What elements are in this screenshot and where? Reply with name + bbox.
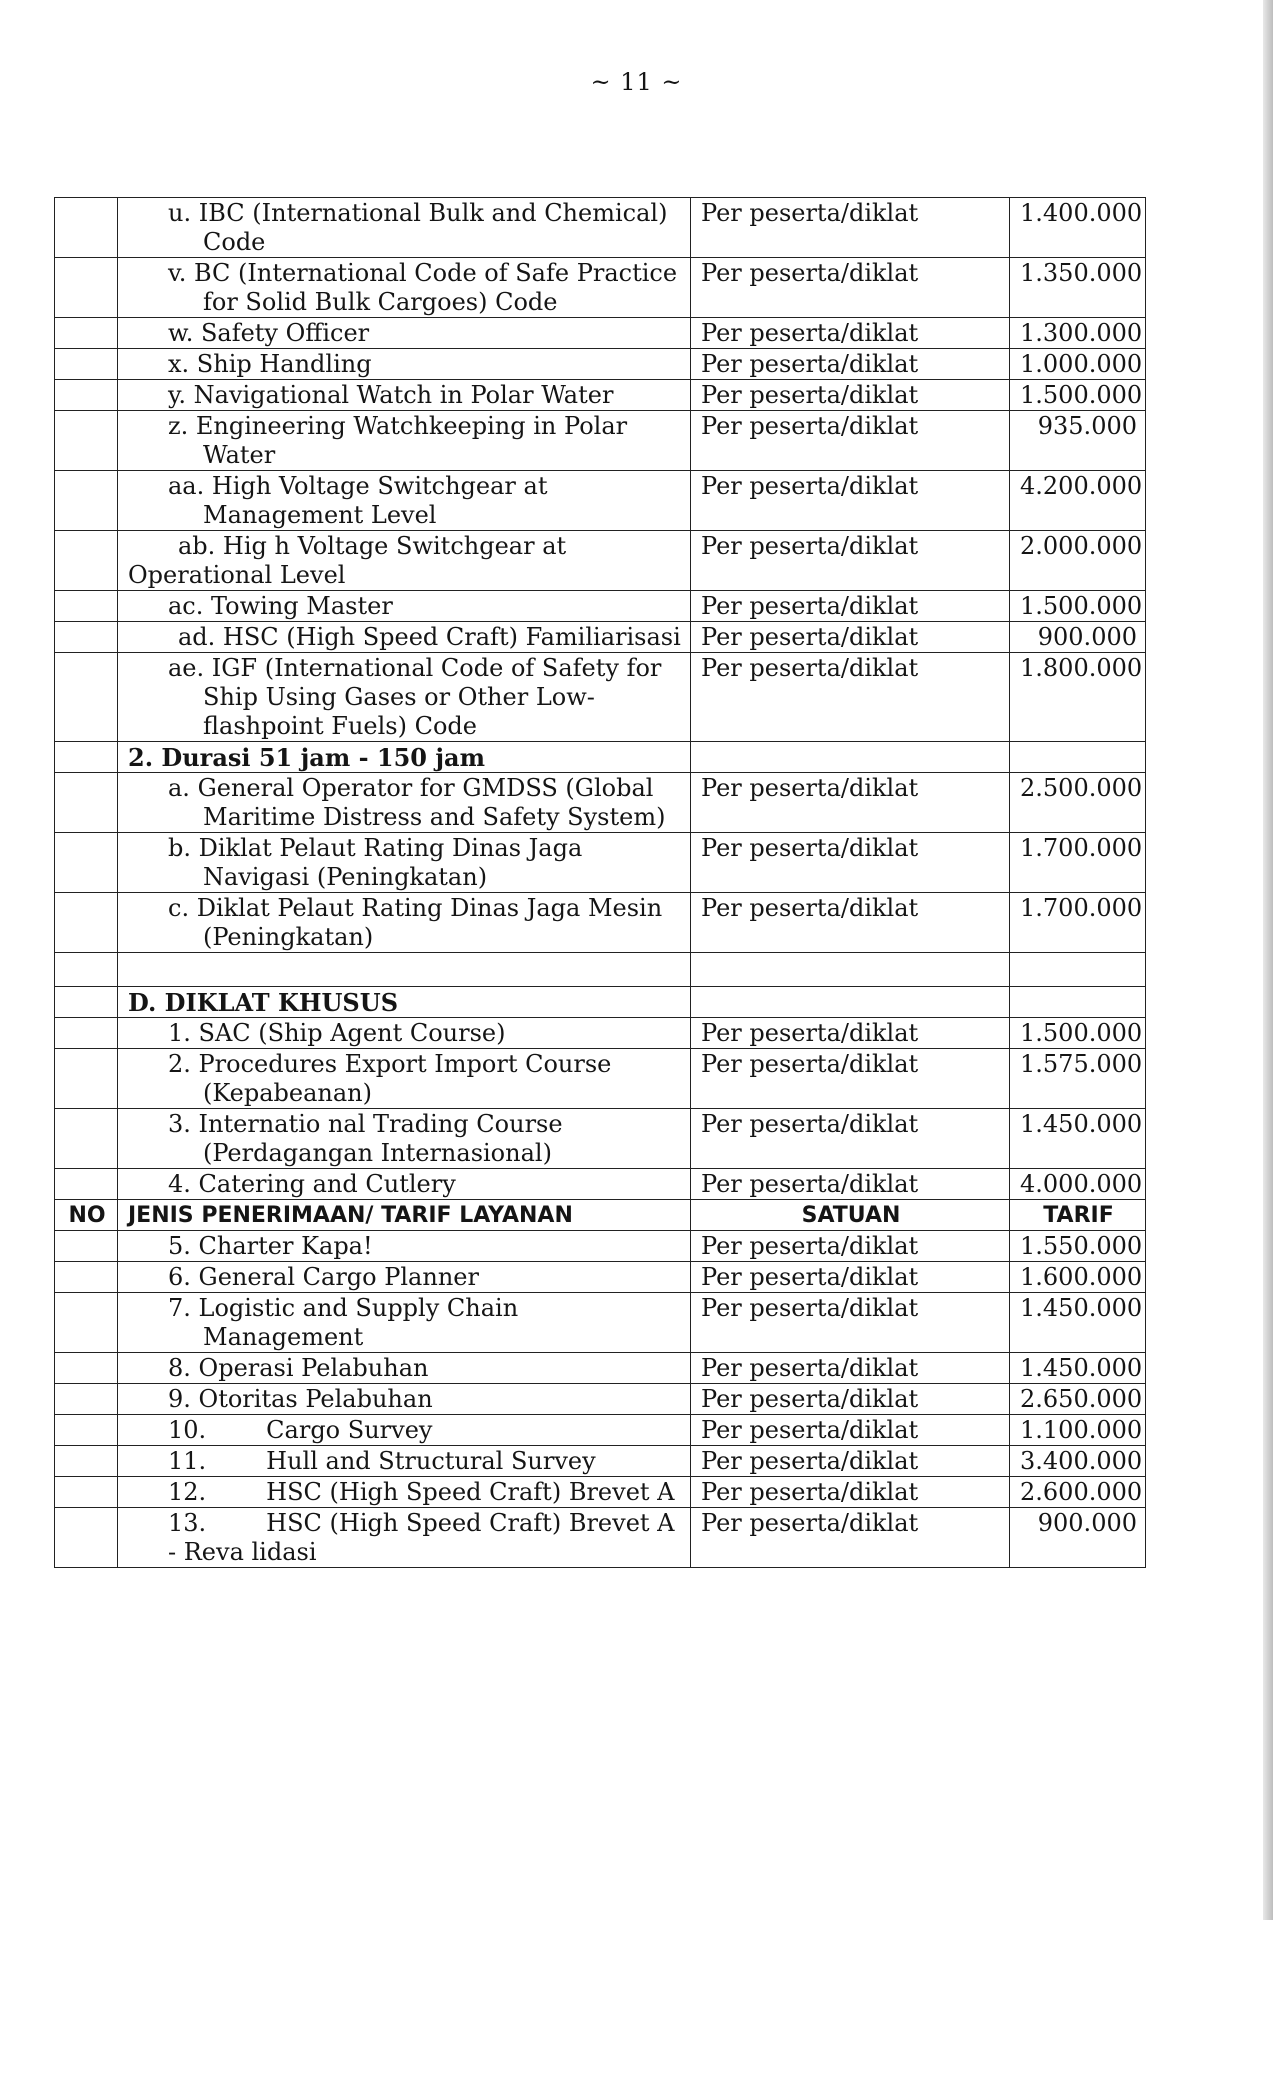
table-row	[55, 1049, 1146, 1109]
satuan-cell	[691, 742, 1010, 773]
section-row	[55, 987, 1146, 1018]
item-number: 12.	[168, 1478, 207, 1506]
no-cell	[55, 471, 118, 531]
jenis-cell	[118, 1446, 691, 1477]
table-row	[55, 773, 1146, 833]
jenis-cell	[118, 1415, 691, 1446]
jenis-cell	[118, 653, 691, 742]
jenis-cell	[118, 1477, 691, 1508]
item-text: c. Diklat Pelaut Rating Dinas Jaga Mesin (Peningkatan)	[168, 894, 663, 951]
item-number: 10.	[168, 1416, 207, 1444]
table-row	[55, 1169, 1146, 1200]
no-cell	[55, 1109, 118, 1169]
no-cell	[55, 411, 118, 471]
jenis-cell	[118, 198, 691, 258]
jenis-cell	[118, 1353, 691, 1384]
no-cell	[55, 742, 118, 773]
tarif-cell	[1010, 953, 1146, 987]
jenis-cell	[118, 893, 691, 953]
tarif-cell: 1.550.000	[1010, 1231, 1146, 1262]
item-text: b. Diklat Pelaut Rating Dinas Jaga Navigasi (Peningkatan)	[168, 834, 583, 891]
no-cell	[55, 1169, 118, 1200]
no-cell	[55, 622, 118, 653]
satuan-cell: Per peserta/diklat	[691, 318, 1010, 349]
table-row	[55, 1262, 1146, 1293]
header-no: NO	[55, 1200, 118, 1231]
jenis-cell	[118, 349, 691, 380]
no-cell	[55, 531, 118, 591]
table-row	[55, 1508, 1146, 1568]
tarif-cell: 1.575.000	[1010, 1049, 1146, 1109]
jenis-cell	[118, 1169, 691, 1200]
satuan-cell: Per peserta/diklat	[691, 591, 1010, 622]
table-row	[55, 531, 1146, 591]
no-cell	[55, 1446, 118, 1477]
tarif-cell: 900.000	[1010, 622, 1146, 653]
item-text: w. Safety Officer	[168, 319, 370, 347]
no-cell	[55, 1262, 118, 1293]
satuan-cell: Per peserta/diklat	[691, 1477, 1010, 1508]
table-row	[55, 198, 1146, 258]
tarif-cell: 1.100.000	[1010, 1415, 1146, 1446]
table-row	[55, 1415, 1146, 1446]
satuan-cell	[691, 953, 1010, 987]
no-cell	[55, 1293, 118, 1353]
item-text: HSC (High Speed Craft) Brevet A	[266, 1478, 675, 1506]
item-text: u. IBC (International Bulk and Chemical) Code	[168, 199, 668, 256]
tarif-cell: 1.450.000	[1010, 1293, 1146, 1353]
table-row	[55, 1446, 1146, 1477]
no-cell	[55, 953, 118, 987]
no-cell	[55, 591, 118, 622]
jenis-cell	[118, 1384, 691, 1415]
no-cell	[55, 653, 118, 742]
item-text: ab. Hig h Voltage Switchgear at Operational Level	[128, 532, 567, 589]
section-row	[55, 742, 1146, 773]
jenis-cell	[118, 953, 691, 987]
no-cell	[55, 1477, 118, 1508]
jenis-cell	[118, 1109, 691, 1169]
jenis-cell	[118, 1262, 691, 1293]
tarif-cell: 935.000	[1010, 411, 1146, 471]
table-row	[55, 1109, 1146, 1169]
no-cell	[55, 773, 118, 833]
item-text: x. Ship Handling	[168, 350, 372, 378]
item-text: 2. Procedures Export Import Course (Kepabeanan)	[168, 1050, 612, 1107]
no-cell	[55, 1018, 118, 1049]
jenis-cell	[118, 471, 691, 531]
tarif-cell: 1.700.000	[1010, 833, 1146, 893]
item-text: 4. Catering and Cutlery	[168, 1170, 456, 1198]
satuan-cell: Per peserta/diklat	[691, 773, 1010, 833]
table-row	[55, 622, 1146, 653]
item-text: HSC (High Speed Craft) Brevet A - Reva lidasi	[168, 1509, 675, 1566]
jenis-cell	[118, 833, 691, 893]
satuan-cell: Per peserta/diklat	[691, 1109, 1010, 1169]
tarif-cell: 1.450.000	[1010, 1353, 1146, 1384]
item-text: 6. General Cargo Planner	[168, 1263, 479, 1291]
jenis-cell	[118, 411, 691, 471]
item-text: 1. SAC (Ship Agent Course)	[168, 1019, 506, 1047]
header-satuan: SATUAN	[691, 1200, 1010, 1231]
table-row	[55, 653, 1146, 742]
item-text: aa. High Voltage Switchgear at Management Level	[168, 472, 548, 529]
jenis-cell	[118, 1293, 691, 1353]
jenis-cell	[118, 531, 691, 591]
tarif-cell: 1.400.000	[1010, 198, 1146, 258]
item-text: 3. Internatio nal Trading Course (Perdagangan Internasional)	[168, 1110, 563, 1167]
tarif-cell: 1.800.000	[1010, 653, 1146, 742]
page-number: ~ 11 ~	[590, 68, 683, 96]
satuan-cell: Per peserta/diklat	[691, 198, 1010, 258]
satuan-cell: Per peserta/diklat	[691, 1415, 1010, 1446]
no-cell	[55, 1353, 118, 1384]
no-cell	[55, 1415, 118, 1446]
tarif-cell: 3.400.000	[1010, 1446, 1146, 1477]
satuan-cell: Per peserta/diklat	[691, 1353, 1010, 1384]
tarif-cell: 1.500.000	[1010, 1018, 1146, 1049]
satuan-cell: Per peserta/diklat	[691, 1018, 1010, 1049]
header-jenis: JENIS PENERIMAAN/ TARIF LAYANAN	[118, 1200, 691, 1231]
table-body	[55, 198, 1146, 1568]
no-cell	[55, 318, 118, 349]
tarif-cell	[1010, 742, 1146, 773]
satuan-cell: Per peserta/diklat	[691, 1262, 1010, 1293]
no-cell	[55, 1508, 118, 1568]
item-text: 7. Logistic and Supply Chain Management	[168, 1294, 519, 1351]
tarif-cell: 1.500.000	[1010, 591, 1146, 622]
table-row	[55, 1231, 1146, 1262]
item-text: Hull and Structural Survey	[266, 1447, 596, 1475]
jenis-cell	[118, 258, 691, 318]
jenis-cell	[118, 591, 691, 622]
table-row	[55, 893, 1146, 953]
satuan-cell: Per peserta/diklat	[691, 1169, 1010, 1200]
satuan-cell: Per peserta/diklat	[691, 411, 1010, 471]
no-cell	[55, 198, 118, 258]
empty-row	[55, 953, 1146, 987]
table-row	[55, 1293, 1146, 1353]
satuan-cell: Per peserta/diklat	[691, 833, 1010, 893]
satuan-cell: Per peserta/diklat	[691, 1231, 1010, 1262]
satuan-cell: Per peserta/diklat	[691, 622, 1010, 653]
tarif-cell: 1.300.000	[1010, 318, 1146, 349]
satuan-cell: Per peserta/diklat	[691, 1293, 1010, 1353]
tarif-cell: 1.600.000	[1010, 1262, 1146, 1293]
satuan-cell: Per peserta/diklat	[691, 258, 1010, 318]
item-text: ae. IGF (International Code of Safety for Ship Using Gases or Other Low-flashpoint Fuels) Code	[168, 654, 662, 740]
no-cell	[55, 1384, 118, 1415]
tarif-cell: 1.700.000	[1010, 893, 1146, 953]
jenis-cell	[118, 1018, 691, 1049]
jenis-cell	[118, 622, 691, 653]
item-text: Cargo Survey	[266, 1416, 433, 1444]
tarif-cell: 4.000.000	[1010, 1169, 1146, 1200]
item-text: 5. Charter Kapa!	[168, 1232, 373, 1260]
item-text: 9. Otoritas Pelabuhan	[168, 1385, 433, 1413]
no-cell	[55, 258, 118, 318]
tarif-cell: 2.000.000	[1010, 531, 1146, 591]
satuan-cell: Per peserta/diklat	[691, 1446, 1010, 1477]
table-row	[55, 591, 1146, 622]
item-text: 8. Operasi Pelabuhan	[168, 1354, 429, 1382]
item-text: ad. HSC (High Speed Craft) Familiarisasi	[178, 623, 681, 651]
page-edge-shadow	[1263, 0, 1273, 1920]
jenis-cell	[118, 1508, 691, 1568]
no-cell	[55, 893, 118, 953]
table-row	[55, 258, 1146, 318]
item-text: z. Engineering Watchkeeping in Polar Water	[168, 412, 628, 469]
table-row	[55, 1353, 1146, 1384]
jenis-cell	[118, 318, 691, 349]
tarif-cell	[1010, 987, 1146, 1018]
tarif-cell: 1.500.000	[1010, 380, 1146, 411]
tarif-cell: 2.600.000	[1010, 1477, 1146, 1508]
satuan-cell	[691, 987, 1010, 1018]
jenis-cell	[118, 1231, 691, 1262]
table-header-row	[55, 1200, 1146, 1231]
satuan-cell: Per peserta/diklat	[691, 471, 1010, 531]
satuan-cell: Per peserta/diklat	[691, 1384, 1010, 1415]
tarif-cell: 1.350.000	[1010, 258, 1146, 318]
satuan-cell: Per peserta/diklat	[691, 1049, 1010, 1109]
jenis-cell	[118, 380, 691, 411]
durasi-heading: 2. Durasi 51 jam - 150 jam	[118, 742, 691, 773]
tarif-cell: 2.650.000	[1010, 1384, 1146, 1415]
tarif-cell: 1.000.000	[1010, 349, 1146, 380]
table-row	[55, 349, 1146, 380]
no-cell	[55, 833, 118, 893]
item-text: ac. Towing Master	[168, 592, 393, 620]
tarif-cell: 2.500.000	[1010, 773, 1146, 833]
no-cell	[55, 349, 118, 380]
item-text: a. General Operator for GMDSS (Global Maritime Distress and Safety System)	[168, 774, 666, 831]
tariff-table	[54, 197, 1146, 1568]
tarif-cell: 4.200.000	[1010, 471, 1146, 531]
no-cell	[55, 380, 118, 411]
item-number: 13.	[168, 1509, 207, 1537]
no-cell	[55, 987, 118, 1018]
item-text: y. Navigational Watch in Polar Water	[168, 381, 614, 409]
satuan-cell: Per peserta/diklat	[691, 1508, 1010, 1568]
tarif-cell: 900.000	[1010, 1508, 1146, 1568]
satuan-cell: Per peserta/diklat	[691, 893, 1010, 953]
table-row	[55, 833, 1146, 893]
tarif-cell: 1.450.000	[1010, 1109, 1146, 1169]
table-row	[55, 318, 1146, 349]
jenis-cell	[118, 773, 691, 833]
jenis-cell	[118, 1049, 691, 1109]
no-cell	[55, 1231, 118, 1262]
table-row	[55, 1018, 1146, 1049]
satuan-cell: Per peserta/diklat	[691, 531, 1010, 591]
diklat-khusus-heading: D. DIKLAT KHUSUS	[118, 987, 691, 1018]
table-row	[55, 1477, 1146, 1508]
header-tarif: TARIF	[1010, 1200, 1146, 1231]
table-row	[55, 411, 1146, 471]
table-row	[55, 1384, 1146, 1415]
satuan-cell: Per peserta/diklat	[691, 380, 1010, 411]
item-text: v. BC (International Code of Safe Practice for Solid Bulk Cargoes) Code	[168, 259, 678, 316]
no-cell	[55, 1049, 118, 1109]
table-row	[55, 380, 1146, 411]
item-number: 11.	[168, 1447, 207, 1475]
satuan-cell: Per peserta/diklat	[691, 653, 1010, 742]
satuan-cell: Per peserta/diklat	[691, 349, 1010, 380]
table-row	[55, 471, 1146, 531]
